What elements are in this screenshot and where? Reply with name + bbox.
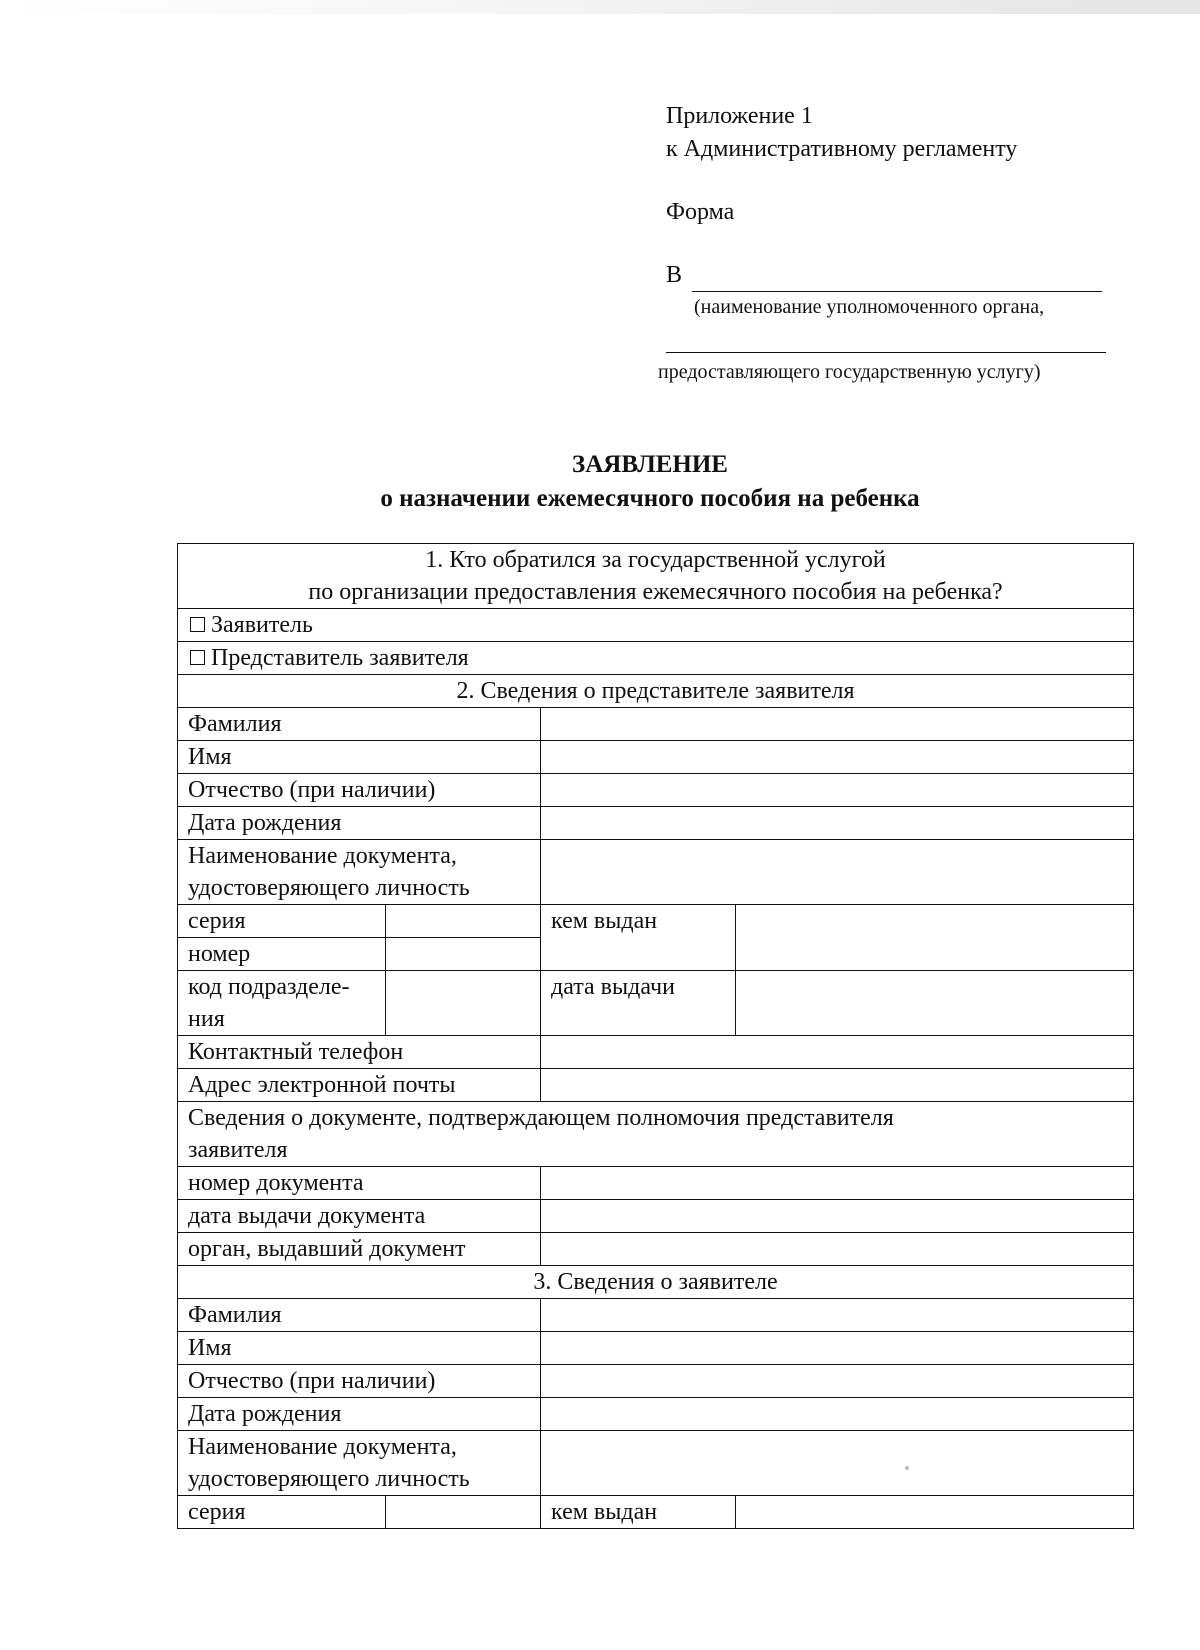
option-representative[interactable] <box>178 642 1134 675</box>
table-row <box>178 1365 1134 1398</box>
rep-authority-doc-line1: Сведения о документе, подтверждающем полномочия представителя <box>188 1105 894 1131</box>
app-series-label: серия <box>178 1496 386 1529</box>
rep-name-field[interactable] <box>541 741 1134 774</box>
app-id-doc-label-line1: Наименование документа, <box>188 1434 457 1460</box>
rep-doc-issuer-label: орган, выдавший документ <box>178 1233 541 1266</box>
scan-edge-shadow <box>0 0 1200 14</box>
rep-issue-date-label: дата выдачи <box>541 971 736 1036</box>
app-birth-date-label: Дата рождения <box>178 1398 541 1431</box>
table-row <box>178 1036 1134 1069</box>
recipient-line <box>666 259 1136 292</box>
rep-email-label: Адрес электронной почты <box>178 1069 541 1102</box>
table-row <box>178 1167 1134 1200</box>
section1-title <box>178 544 1134 609</box>
app-name-label: Имя <box>178 1332 541 1365</box>
app-surname-field[interactable] <box>541 1299 1134 1332</box>
rep-id-doc-label-line1: Наименование документа, <box>188 843 457 869</box>
title-main: ЗАЯВЛЕНИЕ <box>572 451 728 478</box>
rep-doc-issuer-field[interactable] <box>541 1233 1134 1266</box>
rep-series-field[interactable] <box>386 905 541 938</box>
rep-authority-doc-line2: заявителя <box>188 1137 288 1163</box>
table-row <box>178 1299 1134 1332</box>
app-id-doc-label-line2: удостоверяющего личность <box>188 1466 470 1492</box>
rep-doc-number-field[interactable] <box>541 1167 1134 1200</box>
rep-phone-label: Контактный телефон <box>178 1036 541 1069</box>
app-surname-label: Фамилия <box>178 1299 541 1332</box>
recipient-authority-field[interactable] <box>692 269 1102 292</box>
table-row <box>178 807 1134 840</box>
rep-patronymic-label: Отчество (при наличии) <box>178 774 541 807</box>
rep-issued-by-label: кем выдан <box>541 905 736 971</box>
option-row-applicant[interactable] <box>178 609 1134 642</box>
app-issued-by-field[interactable] <box>736 1496 1134 1529</box>
app-id-doc-field[interactable] <box>541 1431 1134 1496</box>
rep-birth-date-label: Дата рождения <box>178 807 541 840</box>
table-row <box>178 1069 1134 1102</box>
app-issued-by-label: кем выдан <box>541 1496 736 1529</box>
table-row <box>178 1102 1134 1167</box>
section2-header-row <box>178 675 1134 708</box>
section1-header-row <box>178 544 1134 609</box>
table-row <box>178 840 1134 905</box>
section3-header-row <box>178 1266 1134 1299</box>
app-series-field[interactable] <box>386 1496 541 1529</box>
section1-title-line2: по организации предоставления ежемесячного пособия на ребенка? <box>308 579 1003 605</box>
table-row <box>178 708 1134 741</box>
app-patronymic-field[interactable] <box>541 1365 1134 1398</box>
rep-id-doc-label-line2: удостоверяющего личность <box>188 875 470 901</box>
application-form-table <box>177 543 1134 1529</box>
rep-surname-label: Фамилия <box>178 708 541 741</box>
table-row <box>178 971 1134 1036</box>
table-row <box>178 1233 1134 1266</box>
rep-id-doc-label <box>178 840 541 905</box>
rep-division-code-line2: ния <box>188 1006 225 1032</box>
table-row <box>178 1496 1134 1529</box>
checkbox-representative[interactable] <box>190 650 205 665</box>
appendix-label: Приложение 1 <box>666 103 813 129</box>
form-label: Форма <box>666 199 735 225</box>
app-patronymic-label: Отчество (при наличии) <box>178 1365 541 1398</box>
option-applicant-label: Заявитель <box>211 612 313 638</box>
header-block <box>658 100 1136 385</box>
table-row <box>178 741 1134 774</box>
rep-series-label: серия <box>178 905 386 938</box>
rep-doc-number-label: номер документа <box>178 1167 541 1200</box>
rep-division-code-label <box>178 971 386 1036</box>
rep-name-label: Имя <box>178 741 541 774</box>
document-title <box>0 448 1200 516</box>
rep-id-doc-field[interactable] <box>541 840 1134 905</box>
table-row <box>178 1398 1134 1431</box>
authority-hint-1: (наименование уполномоченного органа, <box>694 296 1045 318</box>
title-subtitle: о назначении ежемесячного пособия на ребенка <box>380 485 920 512</box>
rep-issued-by-field[interactable] <box>736 905 1134 971</box>
rep-birth-date-field[interactable] <box>541 807 1134 840</box>
recipient-prefix: В <box>666 262 683 288</box>
table-row <box>178 1200 1134 1233</box>
rep-phone-field[interactable] <box>541 1036 1134 1069</box>
rep-issue-date-field[interactable] <box>736 971 1134 1036</box>
checkbox-applicant[interactable] <box>190 617 205 632</box>
table-row <box>178 905 1134 938</box>
table-row <box>178 1332 1134 1365</box>
app-id-doc-label <box>178 1431 541 1496</box>
rep-doc-issue-date-field[interactable] <box>541 1200 1134 1233</box>
rep-division-code-line1: код подразделе- <box>188 974 350 1000</box>
option-row-representative[interactable] <box>178 642 1134 675</box>
regulation-label: к Административному регламенту <box>666 136 1018 162</box>
rep-number-field[interactable] <box>386 938 541 971</box>
table-row <box>178 1431 1134 1496</box>
rep-division-code-field[interactable] <box>386 971 541 1036</box>
scan-speck <box>905 1466 909 1470</box>
section3-title: 3. Сведения о заявителе <box>178 1266 1134 1299</box>
recipient-authority-field-2[interactable] <box>666 330 1106 353</box>
option-representative-label: Представитель заявителя <box>211 645 469 671</box>
rep-patronymic-field[interactable] <box>541 774 1134 807</box>
rep-surname-field[interactable] <box>541 708 1134 741</box>
section1-title-line1: 1. Кто обратился за государственной услугой <box>425 547 886 573</box>
rep-doc-issue-date-label: дата выдачи документа <box>178 1200 541 1233</box>
rep-number-label: номер <box>178 938 386 971</box>
authority-hint-2: предоставляющего государственную услугу) <box>658 361 1041 383</box>
section2-title: 2. Сведения о представителе заявителя <box>178 675 1134 708</box>
rep-authority-doc-heading <box>178 1102 1134 1167</box>
app-birth-date-field[interactable] <box>541 1398 1134 1431</box>
option-applicant[interactable] <box>178 609 1134 642</box>
app-name-field[interactable] <box>541 1332 1134 1365</box>
rep-email-field[interactable] <box>541 1069 1134 1102</box>
table-row <box>178 774 1134 807</box>
